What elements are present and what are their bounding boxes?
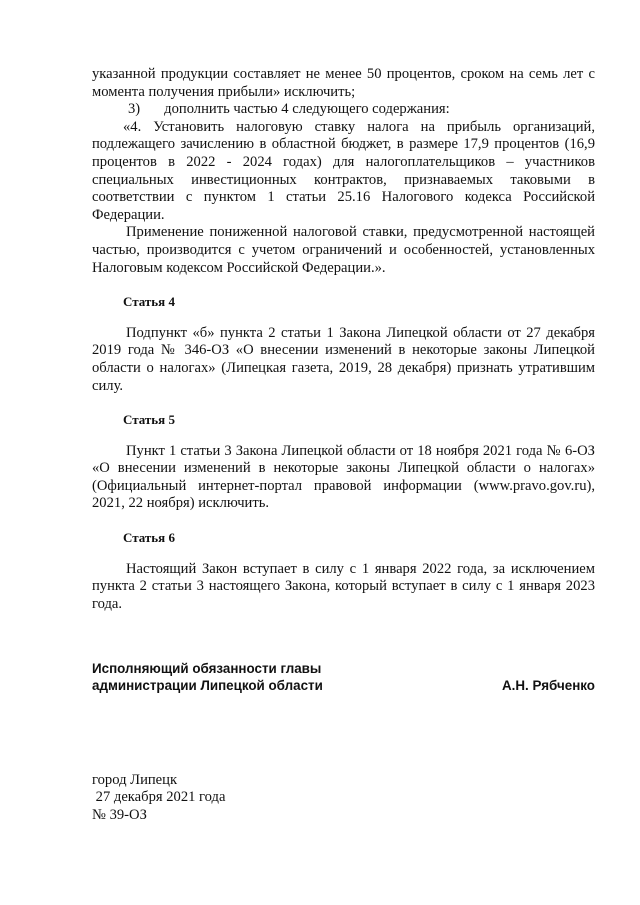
continuation-paragraph: указанной продукции составляет не менее 50 процентов, сроком на семь лет с момента получения прибыли» исключить; bbox=[92, 66, 595, 100]
signatory-title-line-2: администрации Липецкой области bbox=[92, 678, 323, 693]
law-text-body bbox=[92, 66, 595, 613]
signatory-title-line-1: Исполняющий обязанности главы bbox=[92, 661, 322, 676]
law-number: № 39-ОЗ bbox=[92, 806, 147, 823]
article-5-heading: Статья 5 bbox=[123, 412, 175, 428]
article-6-text: Настоящий Закон вступает в силу с 1 января 2022 года, за исключением пункта 2 статьи 3 настоящего Закона, который вступает в силу с 1 января 2023 года. bbox=[92, 560, 595, 612]
signature-block bbox=[92, 660, 595, 694]
item-3-text: дополнить частью 4 следующего содержания: bbox=[164, 101, 450, 118]
signatory-name: А.Н. Рябченко bbox=[501, 678, 595, 693]
article-5-text: Пункт 1 статьи 3 Закона Липецкой области от 18 ноября 2021 года № 6-ОЗ «О внесении изменений в некоторые законы Липецкой области о налогах» (Официальный интернет-портал правовой информации (www.pravo.gov.ru), 2021, 22 ноября) исключить. bbox=[92, 442, 595, 512]
quoted-part-4-paragraph-1: «4. Установить налоговую ставку налога на прибыль организаций, подлежащего зачислению в областной бюджет, в размере 17,9 процентов (16,9 процентов в 2022 - 2024 годах) для налогоплательщиков – участников специальных инвестиционных контрактов, признаваемых таковыми в соответствии с пунктом 1 статьи 25.16 Налогового кодекса Российской Федерации. bbox=[92, 118, 595, 223]
city: город Липецк bbox=[92, 772, 178, 788]
place-date-number bbox=[92, 772, 225, 824]
quoted-part-4-paragraph-2: Применение пониженной налоговой ставки, предусмотренной настоящей частью, производится с учетом ограничений и особенностей, установленных Налоговым кодексом Российской Федерации.». bbox=[92, 224, 595, 276]
adoption-date: 27 декабря 2021 года bbox=[92, 789, 226, 806]
article-4-text: Подпункт «б» пункта 2 статьи 1 Закона Липецкой области от 27 декабря 2019 года № 346-ОЗ «О внесении изменений в некоторые законы Липецкой области о налогах» (Липецкая газета, 2019, 28 декабря) признать утратившим силу. bbox=[92, 324, 595, 394]
item-3-number: 3) bbox=[128, 101, 141, 118]
article-4-heading: Статья 4 bbox=[123, 294, 175, 310]
item-3 bbox=[92, 101, 595, 119]
article-6-heading: Статья 6 bbox=[123, 530, 175, 546]
